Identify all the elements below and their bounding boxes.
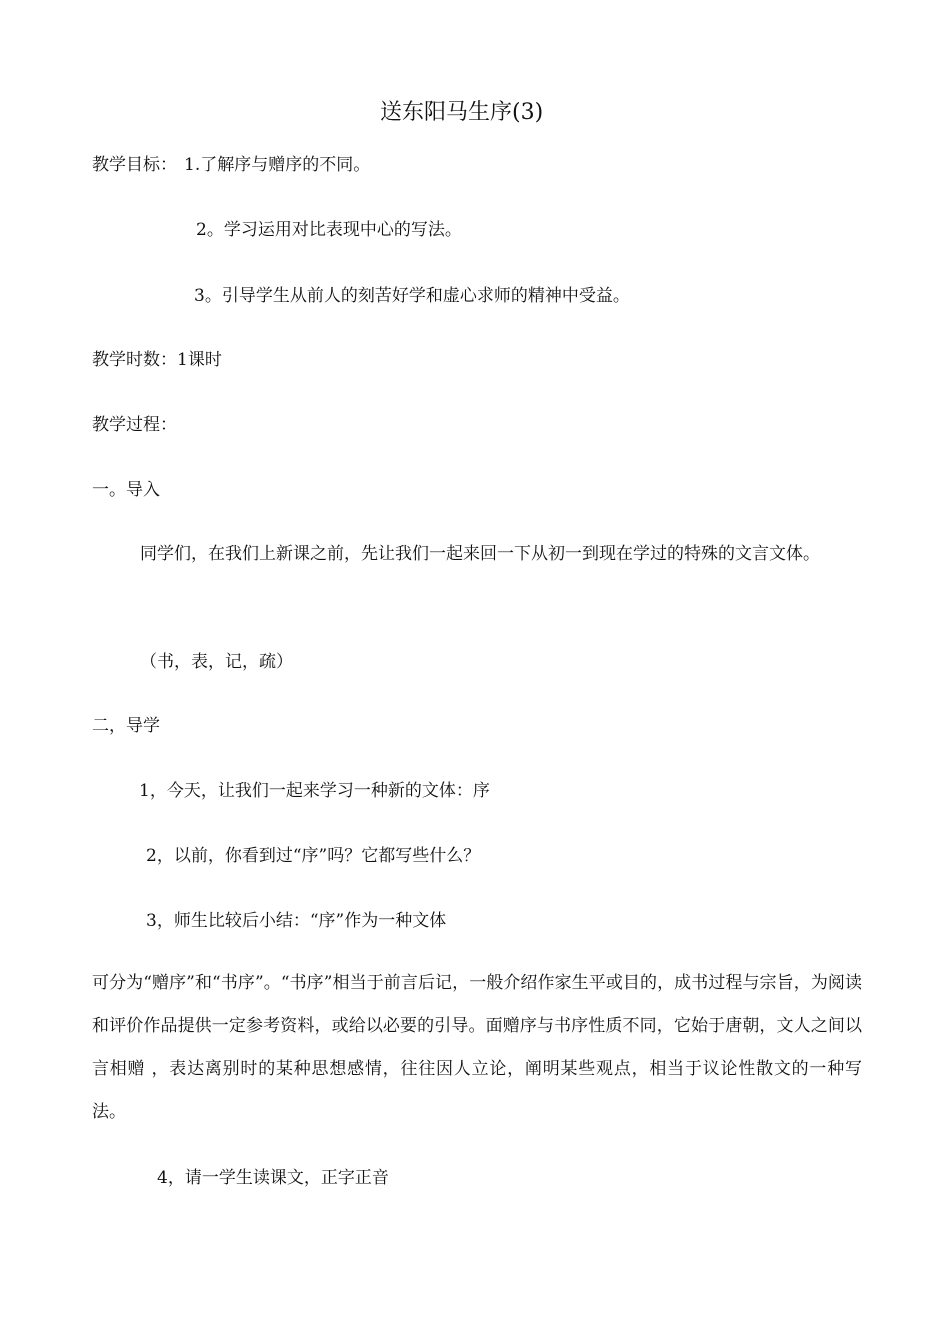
page-title: 送东阳马生序(3) (380, 100, 544, 125)
goal-item-3: 3。引导学生从前人的刻苦好学和虚心求师的精神中受益。 (194, 286, 630, 306)
section-2-item-1: 1，今天，让我们一起来学习一种新的文体：序 (139, 781, 490, 801)
section-2-item-2: 2，以前，你看到过“序”吗？它都写些什么？ (146, 846, 481, 866)
section-2-paragraph: 可分为“赠序”和“书序”。“书序”相当于前言后记，一般介绍作家生平或目的，成书过程与宗旨，为阅读和评价作品提供一定参考资料，或给以必要的引导。面赠序与书序性质不同，它始于唐朝，文人之间以言相赠 ，表达离别时的某种思想感情，往往因人立论，阐明某些观点，相当于议论性散文的一种写法。 (92, 973, 862, 1122)
goal-item-1: 1.了解序与赠序的不同。 (184, 155, 371, 175)
teaching-hours: 教学时数：1课时 (92, 350, 222, 370)
section-1-heading: 一。导入 (92, 480, 160, 500)
section-2-item-4: 4，请一学生读课文，正字正音 (157, 1168, 389, 1188)
section-1-note: （书，表，记，疏） (140, 652, 293, 672)
section-2-item-3: 3，师生比较后小结：“序”作为一种文体 (146, 911, 447, 931)
goals-label: 教学目标： (92, 155, 177, 175)
process-heading: 教学过程： (92, 415, 177, 435)
section-1-paragraph: 同学们，在我们上新课之前，先让我们一起来回一下从初一到现在学过的特殊的文言文体。 (140, 544, 820, 564)
goal-item-2: 2。学习运用对比表现中心的写法。 (196, 220, 462, 240)
section-2-heading: 二，导学 (92, 716, 160, 736)
